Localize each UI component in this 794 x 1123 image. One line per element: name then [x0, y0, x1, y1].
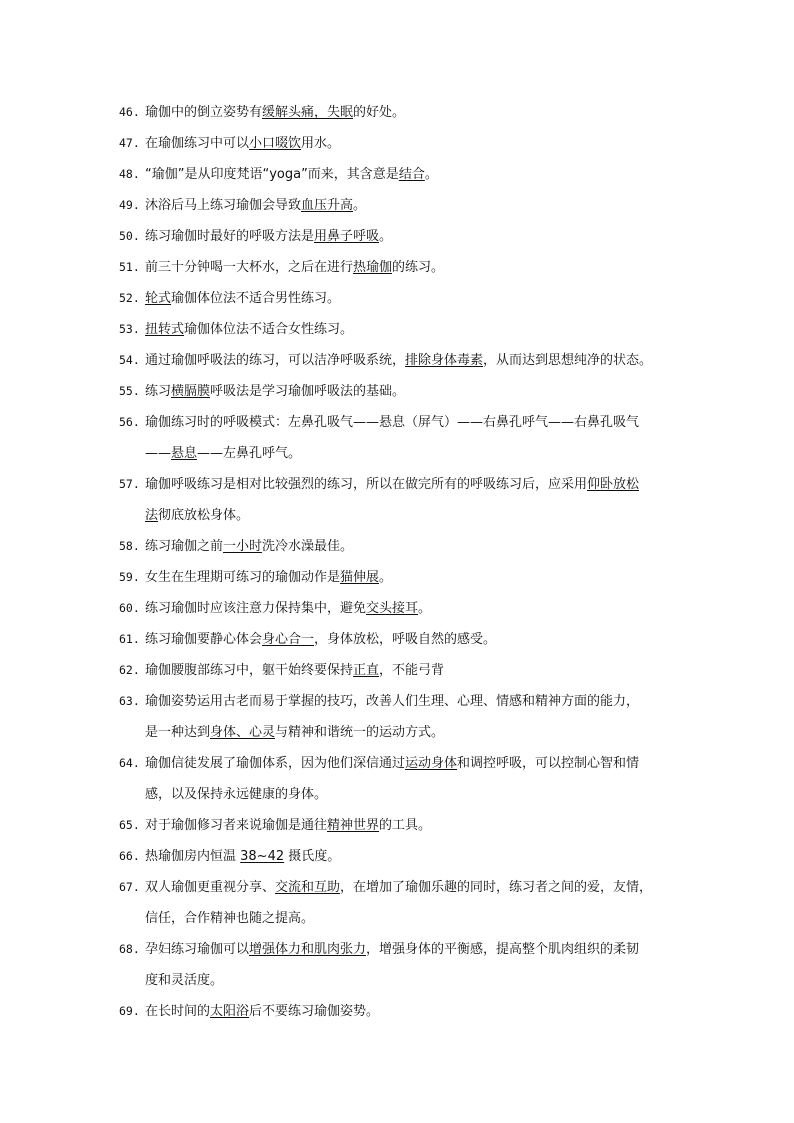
question-text: 后不要练习瑜伽姿势。 — [249, 1004, 380, 1019]
answer-underlined-text: 一小时 — [223, 539, 263, 554]
question-number: 46. — [119, 105, 140, 119]
question-text: 信任，合作精神也随之提高。 — [145, 911, 315, 926]
question-text: ，从而达到思想纯净的状态。 — [483, 353, 653, 368]
question-text: “瑜伽”是从印度梵语“yoga”而来，其含意是 — [145, 167, 399, 182]
question-text: 和调控呼吸，可以控制心智和情 — [457, 756, 640, 771]
answer-underlined-text: 正直 — [353, 663, 380, 678]
answer-underlined-text: 小口啜饮 — [249, 136, 302, 151]
question-item — [119, 128, 689, 159]
answer-underlined-text: 扭转式 — [145, 322, 185, 337]
question-text: 呼吸法是学习瑜伽呼吸法的基础。 — [210, 384, 406, 399]
question-item — [119, 376, 689, 407]
answer-underlined-text: 太阳浴 — [210, 1004, 250, 1019]
question-number: 53. — [119, 322, 140, 336]
question-text: 。 — [424, 167, 438, 182]
question-number: 68. — [119, 942, 140, 956]
question-number: 62. — [119, 663, 140, 677]
answer-underlined-text: 排除身体毒素 — [405, 353, 484, 368]
question-text: 练习瑜伽之前 — [145, 539, 224, 554]
answer-underlined-text: 血压升高 — [301, 198, 354, 213]
question-text: 练习瑜伽时最好的呼吸方法是 — [145, 229, 315, 244]
question-number: 55. — [119, 384, 140, 398]
question-text: 瑜伽练习时的呼吸模式：左鼻孔吸气——悬息（屏气）——右鼻孔呼气——右鼻孔吸气 — [145, 415, 640, 430]
question-text: 度和灵活度。 — [145, 973, 224, 988]
answer-underlined-text: 精神世界 — [327, 818, 380, 833]
question-number: 47. — [119, 136, 140, 150]
question-text: 彻底放松身体。 — [158, 508, 250, 523]
question-item — [119, 996, 689, 1027]
question-item — [119, 748, 689, 810]
question-item — [119, 655, 689, 686]
question-text: 与精神和谐统一的运动方式。 — [275, 725, 445, 740]
question-text: 感，以及保持永远健康的身体。 — [145, 787, 328, 802]
answer-underlined-text: 猫伸展 — [340, 570, 380, 585]
question-text: 用水。 — [301, 136, 341, 151]
question-text: 洗冷水澡最佳。 — [262, 539, 354, 554]
question-text: 瑜伽姿势运用古老而易于掌握的技巧，改善人们生理、心理、情感和精神方面的能力， — [145, 694, 640, 709]
question-text: 孕妇练习瑜伽可以 — [145, 942, 250, 957]
question-continuation-line — [119, 779, 689, 810]
answer-underlined-text: 38~42 — [240, 849, 285, 864]
question-text: 沐浴后马上练习瑜伽会导致 — [145, 198, 302, 213]
question-number: 51. — [119, 260, 140, 274]
question-text: —— — [145, 446, 171, 461]
question-number: 52. — [119, 291, 140, 305]
question-number: 67. — [119, 880, 140, 894]
question-text: ，身体放松，呼吸自然的感受。 — [314, 632, 497, 647]
question-item — [119, 531, 689, 562]
answer-underlined-text: 用鼻子呼吸 — [314, 229, 380, 244]
question-number: 66. — [119, 849, 140, 863]
question-text: ——左鼻孔呼气。 — [197, 446, 302, 461]
answer-underlined-text: 身心合一 — [262, 632, 315, 647]
question-item — [119, 159, 689, 190]
question-text: 是一种达到 — [145, 725, 211, 740]
question-text: 瑜伽腰腹部练习中，躯干始终要保持 — [145, 663, 354, 678]
question-number: 56. — [119, 415, 140, 429]
question-text: 的好处。 — [353, 105, 406, 120]
answer-underlined-text: 热瑜伽 — [353, 260, 393, 275]
answer-underlined-text: 轮式 — [145, 291, 172, 306]
question-text: 。 — [379, 570, 393, 585]
question-text: 。 — [418, 601, 432, 616]
question-text: ，在增加了瑜伽乐趣的同时，练习者之间的爱，友情， — [340, 880, 653, 895]
question-number: 64. — [119, 756, 140, 770]
question-text: 在瑜伽练习中可以 — [145, 136, 250, 151]
answer-underlined-text: 仰卧放松 — [587, 477, 640, 492]
question-item — [119, 252, 689, 283]
question-text: 瑜伽信徒发展了瑜伽体系，因为他们深信通过 — [145, 756, 406, 771]
question-item — [119, 841, 689, 872]
question-number: 57. — [119, 477, 140, 491]
question-text: ，增强身体的平衡感，提高整个肌肉组织的柔韧 — [366, 942, 640, 957]
question-number: 48. — [119, 167, 140, 181]
question-item — [119, 221, 689, 252]
answer-underlined-text: 结合 — [398, 167, 425, 182]
question-text: 的工具。 — [379, 818, 432, 833]
question-text: 瑜伽体位法不适合男性练习。 — [171, 291, 341, 306]
question-text: 瑜伽呼吸练习是相对比较强烈的练习，所以在做完所有的呼吸练习后，应采用 — [145, 477, 588, 492]
question-item — [119, 345, 689, 376]
question-number: 54. — [119, 353, 140, 367]
question-text: 练习瑜伽要静心体会 — [145, 632, 263, 647]
question-text: 双人瑜伽更重视分享、 — [145, 880, 276, 895]
question-text: 练习瑜伽时应该注意力保持集中，避免 — [145, 601, 367, 616]
answer-underlined-text: 身体、心灵 — [210, 725, 276, 740]
question-text: 对于瑜伽修习者来说瑜伽是通往 — [145, 818, 328, 833]
question-text: 摄氏度。 — [284, 849, 341, 864]
question-item — [119, 407, 689, 469]
question-item — [119, 469, 689, 531]
question-number: 49. — [119, 198, 140, 212]
question-text: ，不能弓背 — [379, 663, 445, 678]
question-number: 63. — [119, 694, 140, 708]
question-continuation-line — [119, 903, 689, 934]
question-text: 女生在生理期可练习的瑜伽动作是 — [145, 570, 341, 585]
answer-underlined-text: 缓解头痛，失眠 — [262, 105, 354, 120]
question-number: 50. — [119, 229, 140, 243]
question-item — [119, 283, 689, 314]
question-item — [119, 314, 689, 345]
question-text: 前三十分钟喝一大杯水，之后在进行 — [145, 260, 354, 275]
question-item — [119, 97, 689, 128]
question-text: 热瑜伽房内恒温 — [145, 849, 241, 864]
answer-underlined-text: 交流和互助 — [275, 880, 341, 895]
question-continuation-line — [119, 500, 689, 531]
question-text: 。 — [353, 198, 367, 213]
question-text: 在长时间的 — [145, 1004, 211, 1019]
answer-underlined-text: 悬息 — [171, 446, 198, 461]
answer-underlined-text: 交头接耳 — [366, 601, 419, 616]
answer-underlined-text: 横膈膜 — [171, 384, 211, 399]
question-text: 的练习。 — [392, 260, 445, 275]
question-item — [119, 562, 689, 593]
question-number: 59. — [119, 570, 140, 584]
question-item — [119, 190, 689, 221]
question-continuation-line — [119, 438, 689, 469]
question-continuation-line — [119, 717, 689, 748]
question-item — [119, 624, 689, 655]
question-number: 60. — [119, 601, 140, 615]
answer-underlined-text: 运动身体 — [405, 756, 458, 771]
answer-underlined-text: 增强体力和肌肉张力 — [249, 942, 367, 957]
question-number: 65. — [119, 818, 140, 832]
question-item — [119, 686, 689, 748]
question-text: 。 — [379, 229, 393, 244]
question-text: 瑜伽中的倒立姿势有 — [145, 105, 263, 120]
answer-underlined-text: 法 — [145, 508, 159, 523]
question-number: 58. — [119, 539, 140, 553]
question-continuation-line — [119, 965, 689, 996]
question-text: 通过瑜伽呼吸法的练习，可以洁净呼吸系统， — [145, 353, 406, 368]
question-item — [119, 810, 689, 841]
question-text: 练习 — [145, 384, 172, 399]
question-text: 瑜伽体位法不适合女性练习。 — [184, 322, 354, 337]
question-number: 61. — [119, 632, 140, 646]
question-item — [119, 872, 689, 934]
question-number: 69. — [119, 1004, 140, 1018]
question-item — [119, 593, 689, 624]
question-item — [119, 934, 689, 996]
